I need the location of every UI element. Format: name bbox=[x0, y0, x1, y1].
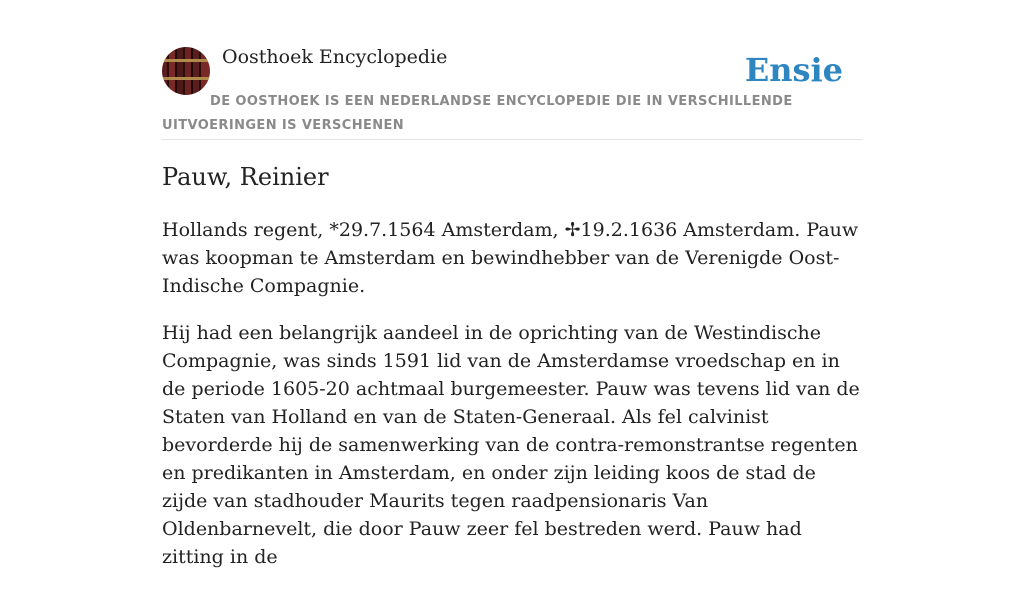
header-divider bbox=[162, 139, 862, 140]
article-title: Pauw, Reinier bbox=[162, 163, 329, 191]
ensie-logo[interactable]: Ensie bbox=[744, 51, 843, 89]
encyclopedia-books-icon[interactable] bbox=[162, 47, 210, 95]
article-paragraph: Hij had een belangrijk aandeel in de oprichting van de Westindische Compagnie, was sinds 1591 lid van de Amsterdamse vroedschap en in de periode 1605-20 achtmaal burgemeester. Pauw was tevens lid van de Staten van Holland en van de Staten-Generaal. Als fel calvinist bevorderde hij de samenwerking van de contra-remonstrantse regenten en predikanten in Amsterdam, en onder zijn leiding koos de stad de zijde van stadhouder Maurits tegen raadpensionaris Van Oldenbarnevelt, die door Pauw zeer fel bestreden werd. Pauw had zitting in de bbox=[162, 322, 860, 568]
site-tagline: DE OOSTHOEK IS EEN NEDERLANDSE ENCYCLOPEDIE DIE IN VERSCHILLENDE UITVOERINGEN IS VERSCHENEN bbox=[162, 94, 793, 133]
article-body bbox=[162, 216, 862, 590]
site-name-link[interactable]: Oosthoek Encyclopedie bbox=[222, 46, 448, 68]
article-paragraph: Hollands regent, *29.7.1564 Amsterdam, ✢19.2.1636 Amsterdam. Pauw was koopman te Amsterdam en bewindhebber van de Verenigde Oost-Indische Compagnie. bbox=[162, 219, 859, 297]
